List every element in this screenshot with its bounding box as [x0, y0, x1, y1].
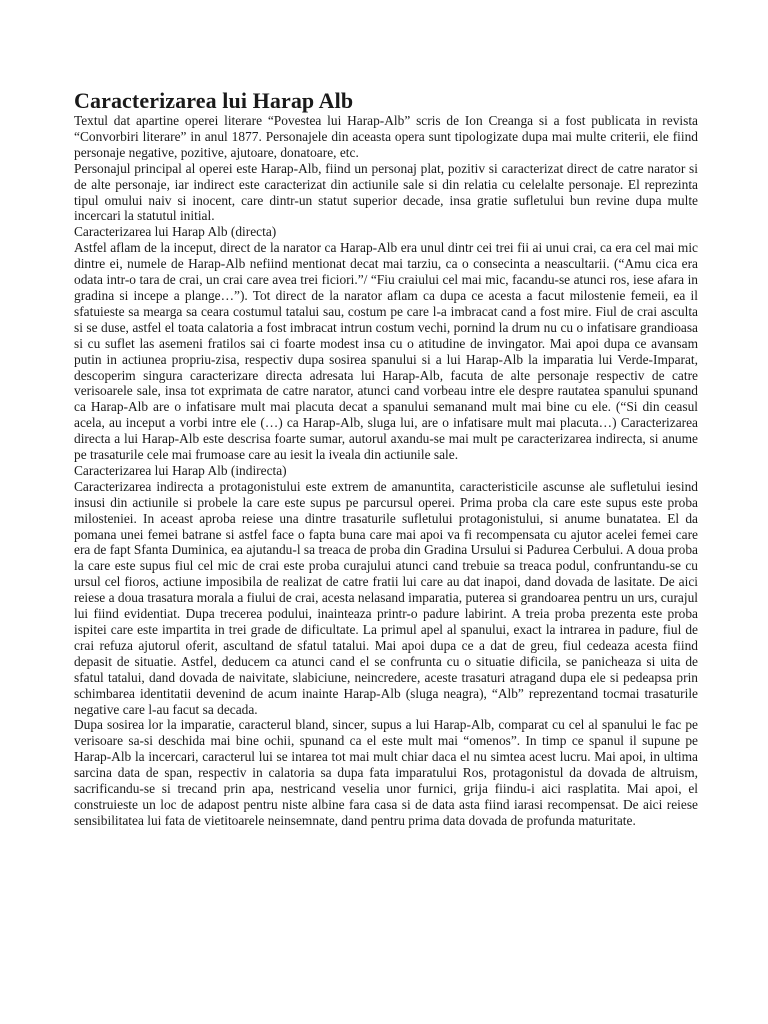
section-heading-direct: Caracterizarea lui Harap Alb (directa): [74, 224, 277, 240]
document-title: Caracterizarea lui Harap Alb: [74, 88, 354, 113]
paragraph-indirect-characterization: Caracterizarea indirecta a protagonistului este extrem de amanuntita, caracteristicile ascunse ale sufletului iesind insusi din actiunile si probele la care este supus pe parcursul operei. Prima proba cla care este supus este proba milosteniei. In aceast aproba reiese una dintre trasaturile sufletului protagonistului, si anume bunatatea. El da pomana unei femei batrane si astfel face o fapta buna care mai apoi va fi recompensata cu ajutor acelei femei care era de fapt Sfanta Duminica, ea ajutandu-l sa treaca de proba din Gradina Ursului si Padurea Cerbului. A doua proba la care este supus fiul cel mic de crai este proba curajului atunci cand trebuie sa treaca podul, confruntandu-se cu ursul cel fioros, actiune imposibila de realizat de catre fratii lui care au dat inapoi, dand dovada de lasitate. De aici reiese a doua trasatura morala a fiului de crai, acesta nelasand imparatia, puterea si grandoarea pentru un urs, curajul lui fiind evidentiat. Dupa trecerea podului, inainteaza printr-o padure labirint. A treia proba prezenta este proba ispitei care este impartita in trei grade de dificultate. La primul apel al spanului, exact la intrarea in padure, fiul de crai refuza ajutorul oferit, ascultand de sfatul tatalui. Mai apoi dupa ce a dat de greu, fiul cedeaza acesta fiind depasit de situatie. Astfel, deducem ca atunci cand el se confrunta cu o situatie dificila, se panicheaza si uita de sfatul tatalui, dand dovada de naivitate, slabiciune, neincredere, aceste trasaturi atragand dupa ele si pedeapsa prin schimbarea identitatii devenind de acum inainte Harap-Alb (sluga neagra), “Alb” reprezentand tocmai trasaturile negative care l-au facut sa decada.: [74, 478, 698, 717]
section-heading-indirect: Caracterizarea lui Harap Alb (indirecta): [74, 462, 287, 478]
document-page: [74, 88, 698, 829]
paragraph-direct-characterization: Astfel aflam de la inceput, direct de la narator ca Harap-Alb era unul dintr cei trei fii ai unui crai, ca era cel mai mic dintre ei, numele de Harap-Alb nefiind mentionat decat mai tarziu, ca o consecinta a neascultarii. (“Amu cica era odata intr-o tara de crai, un crai care avea trei ficiori.”/ “Fiu craiului cel mai mic, facandu-se atunci ros, iese afara in gradina si incepe a plange…”). Tot direct de la narator aflam ca dupa ce acesta a facut milostenie femeii, ea il sfatuieste sa mearga sa ceara costumul tatalui sau, costum pe care l-a imbracat cand a fost mire. Fiul de crai asculta si se duse, astfel el toata calatoria a fost imbracat intrun costum vechi, pornind la drum nu cu o infatisare grandioasa si cu suflet las asemeni fratilos sai ci foarte modest insa cu o atitudine de invingator. Mai apoi dupa ce avansam putin in actiunea propriu-zisa, respectiv dupa sosirea spanului si a lui Harap-Alb la imparatia lui Verde-Imparat, descoperim singura caracterizare directa adresata lui Harap-Alb, facuta de alte personaje respectiv de catre verisoarele sale, insa tot exprimata de catre narator, atunci cand vorbeau intre ele despre rautatea spanului spunand ca Harap-Alb are o infatisare mult mai placuta decat a spanului semanand mult mai bine cu ele. (“Si din ceasul acela, au inceput a vorbi intre ele (…) ca Harap-Alb, sluga lui, are o infatisare mult mai placuta…) Caracterizarea directa a lui Harap-Alb este descrisa foarte sumar, autorul axandu-se mai mult pe caracterizarea indirecta, si anume pe trasaturile cele mai frumoase care au iesit la iveala din actiunile sale.: [74, 240, 698, 463]
paragraph-intro: Textul dat apartine operei literare “Povestea lui Harap-Alb” scris de Ion Creanga si a fost publicata in revista “Convorbiri literare” in anul 1877. Personajele din aceasta opera sunt tipologizate dupa mai multe criterii, ele fiind personaje negative, pozitive, ajutoare, donatoare, etc.: [74, 113, 698, 160]
paragraph-main-character: Personajul principal al operei este Harap-Alb, fiind un personaj plat, pozitiv si caracterizat direct de catre narator si de alte personaje, iar indirect este caracterizat din actiunile sale si din relatia cu celelalte personaje. El reprezinta tipul omului naiv si inocent, care dintr-un statut superior decade, insa gratie sufletului bun revine dupa multe incercari la statutul initial.: [74, 160, 698, 224]
paragraph-arrival: Dupa sosirea lor la imparatie, caracterul bland, sincer, supus a lui Harap-Alb, comparat cu cel al spanului le fac pe verisoare sa-si deschida mai bine ochii, spunand ca el este mult mai “omenos”. In timp ce spanul il supune pe Harap-Alb la incercari, caracterul lui se intarea tot mai mult chiar daca el nu simtea acest lucru. Mai apoi, in ultima sarcina data de span, respectiv in calatoria sa dupa fata imparatului Ros, protagonistul da dovada de altruism, sacrificandu-se si trecand prin apa, nestricand veselia unor furnici, grija fiindu-i aici rasplatita. Mai apoi, el construieste un loc de adapost pentru niste albine fara casa si de data asta fiind iarasi recompensat. De aici reiese sensibilitatea lui fata de vietitoarele neinsemnate, dand pentru prima data dovada de profunda maturitate.: [74, 717, 698, 828]
